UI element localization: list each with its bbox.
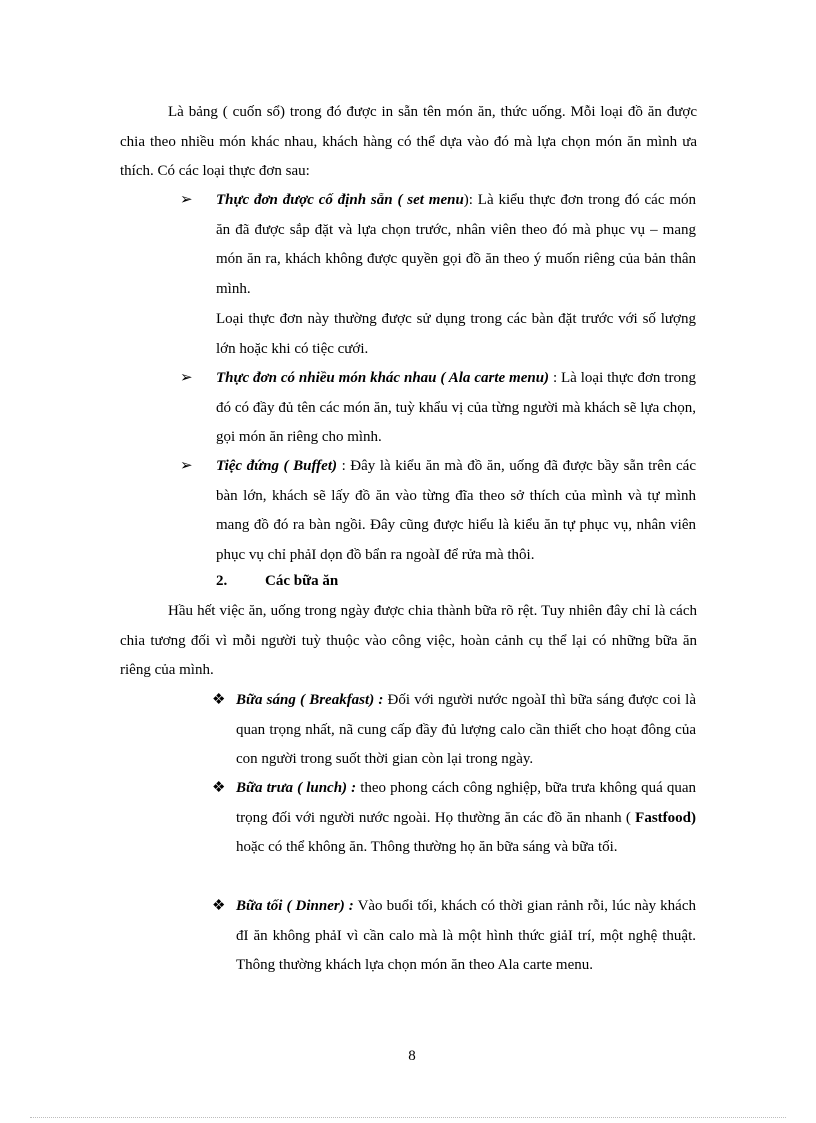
meal-desc: theo phong cách công nghiệp, bữa trưa không quá quan trọng đối với người nước ngoài. Họ thường ăn các đồ ăn nhanh ( (236, 780, 696, 826)
meal-breakfast (236, 686, 696, 775)
menu-type-desc: : Đây là kiểu ăn mà đồ ăn, uống đã được bầy sẵn trên các bàn lớn, khách sẽ lấy đồ ăn vào từng đĩa theo sở thích của mình và tự mình mang đồ đó ra bàn ngồi. Đây cũng được hiểu là kiểu ăn tự phục vụ, nhân viên phục vụ chỉ phảI dọn đồ bẩn ra ngoàI để rửa mà thôi. (216, 458, 696, 563)
menu-type-term: Tiệc đứng ( Buffet) (216, 458, 337, 474)
menu-type-ala-carte (216, 364, 696, 453)
meal-desc-continued: hoặc có thể không ăn. Thông thường họ ăn bữa sáng và bữa tối. (236, 839, 618, 855)
menu-type-term-close: ) (463, 192, 469, 208)
meal-lunch (236, 774, 696, 863)
diamond-bullet-icon: ❖ (212, 692, 226, 708)
meal-dinner (236, 892, 696, 981)
intro-paragraph: Là bảng ( cuốn sổ) trong đó được in sẵn tên món ăn, thức uống. Mỗi loại đồ ăn được chia theo nhiều món khác nhau, khách hàng có thể dựa vào đó mà lựa chọn món ăn mình ưa thích. Có các loại thực đơn sau: (120, 104, 697, 179)
menu-type-desc: : Là loại thực đơn trong đó có đầy đủ tên các món ăn, tuỳ khẩu vị của từng người mà khách sẽ lựa chọn, gọi món ăn riêng cho mình. (216, 370, 696, 445)
meal-desc: Đối với người nước ngoàI thì bữa sáng được coi là quan trọng nhất, nã cung cấp đầy đủ lượng calo cần thiết cho hoạt đông của con người trong suốt thời gian còn lại trong ngày. (236, 692, 696, 767)
meal-term: Bữa sáng ( Breakfast) : (236, 692, 384, 708)
diamond-bullet-icon: ❖ (212, 780, 226, 796)
menu-type-set-menu (216, 186, 696, 304)
meal-bold-word: Fastfood) (635, 809, 696, 826)
menu-type-note: Loại thực đơn này thường được sử dụng trong các bàn đặt trước với số lượng lớn hoặc khi có tiệc cưới. (216, 311, 696, 357)
section-intro-paragraph: Hầu hết việc ăn, uống trong ngày được chia thành bữa rõ rệt. Tuy nhiên đây chỉ là cách chia tương đối vì mỗi người tuỳ thuộc vào công việc, hoàn cảnh cụ thể lại có những bữa ăn riêng của mình. (120, 603, 697, 678)
meal-term: Bữa tối ( Dinner) : (236, 898, 354, 914)
menu-type-term: Thực đơn được cố định sẵn ( set menu (216, 192, 464, 208)
section-number: 2. (216, 573, 228, 589)
page-number: 8 (408, 1048, 416, 1064)
meal-term: Bữa trưa ( lunch) : (236, 780, 357, 796)
arrow-bullet-icon: ➢ (180, 458, 193, 474)
menu-type-term: Thực đơn có nhiều món khác nhau ( Ala carte menu) (216, 370, 550, 386)
meal-desc: Vào buổi tối, khách có thời gian rảnh rỗi, lúc này khách đI ăn không phảI vì cần calo mà là một hình thức giảI trí, một nghệ thuật. Thông thường khách lựa chọn món ăn theo Ala carte menu. (236, 898, 696, 973)
page-bottom-divider (30, 1117, 786, 1118)
menu-type-desc: : Là kiểu thực đơn trong đó các món ăn đã được sắp đặt và lựa chọn trước, nhân viên theo đó mà phục vụ – mang món ăn ra, khách không được quyền gọi đồ ăn theo ý muốn riêng của bản thân mình. (216, 192, 696, 297)
arrow-bullet-icon: ➢ (180, 192, 193, 208)
diamond-bullet-icon: ❖ (212, 898, 226, 914)
section-title: Các bữa ăn (265, 573, 339, 589)
arrow-bullet-icon: ➢ (180, 370, 193, 386)
menu-type-buffet (216, 452, 696, 570)
